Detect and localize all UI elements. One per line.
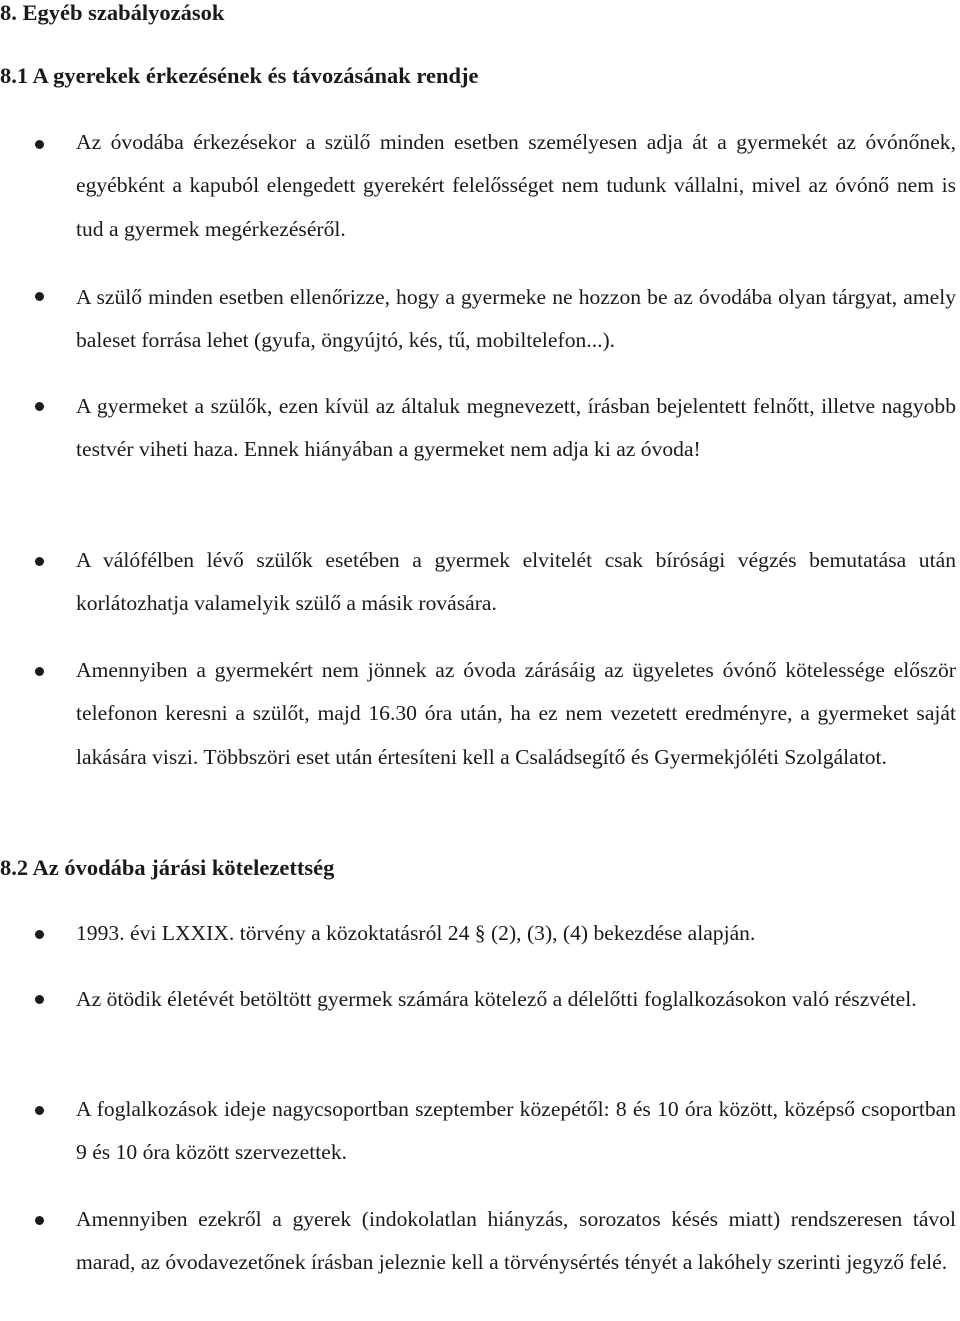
list-item: Az óvodába érkezésekor a szülő minden esetben személyesen adja át a gyermekét az óvónőnek, egyébként a kapuból elengedett gyerekért felelősséget nem tudunk vállalni, mivel az óvónő nem is tud a gyermek megérkezéséről. — [76, 130, 956, 241]
list-item: Az ötödik életévét betöltött gyermek számára kötelező a délelőtti foglalkozásokon való részvétel. — [76, 987, 917, 1011]
bullet-icon — [35, 402, 44, 411]
bullet-icon — [35, 1106, 44, 1115]
bullet-icon — [35, 995, 44, 1004]
list-item: A foglalkozások ideje nagycsoportban szeptember közepétől: 8 és 10 óra között, középső csoportban 9 és 10 óra között szervezettek. — [76, 1097, 956, 1165]
list-item: A gyermeket a szülők, ezen kívül az általuk megnevezett, írásban bejelentett felnőtt, illetve nagyobb testvér viheti haza. Ennek hiányában a gyermeket nem adja ki az óvoda! — [76, 394, 956, 462]
list-item: Amennyiben a gyermekért nem jönnek az óvoda zárásáig az ügyeletes óvónő kötelessége először telefonon keresni a szülőt, majd 16.30 óra után, ha ez nem vezetett eredményre, a gyermeket saját lakására viszi. Többszöri eset után értesíteni kell a Családsegítő és Gyermekjóléti Szolgálatot. — [76, 658, 956, 769]
bullet-icon — [35, 292, 44, 301]
list-item: A válófélben lévő szülők esetében a gyermek elvitelét csak bírósági végzés bemutatása után korlátozhatja valamelyik szülő a másik rovására. — [76, 548, 956, 616]
subsection-title-attendance-obligation: 8.2 Az óvodába járási kötelezettség — [0, 855, 335, 880]
list-item: Amennyiben ezekről a gyerek (indokolatlan hiányzás, sorozatos késés miatt) rendszeresen távol marad, az óvodavezetőnek írásban jeleznie kell a törvénysértés tényét a lakóhely szerinti jegyző felé. — [76, 1207, 956, 1275]
bullet-icon — [35, 557, 44, 566]
bullet-icon — [35, 930, 44, 939]
bullet-icon — [35, 667, 44, 676]
section-title: 8. Egyéb szabályozások — [0, 0, 225, 25]
subsection-title-arrival-departure: 8.1 A gyerekek érkezésének és távozásának rendje — [0, 63, 479, 88]
list-item: A szülő minden esetben ellenőrizze, hogy a gyermeke ne hozzon be az óvodába olyan tárgyat, amely baleset forrása lehet (gyufa, öngyújtó, kés, tű, mobiltelefon...). — [76, 285, 956, 353]
bullet-icon — [35, 140, 44, 149]
list-item: 1993. évi LXXIX. törvény a közoktatásról 24 § (2), (3), (4) bekezdése alapján. — [76, 921, 756, 945]
bullet-icon — [35, 1216, 44, 1225]
